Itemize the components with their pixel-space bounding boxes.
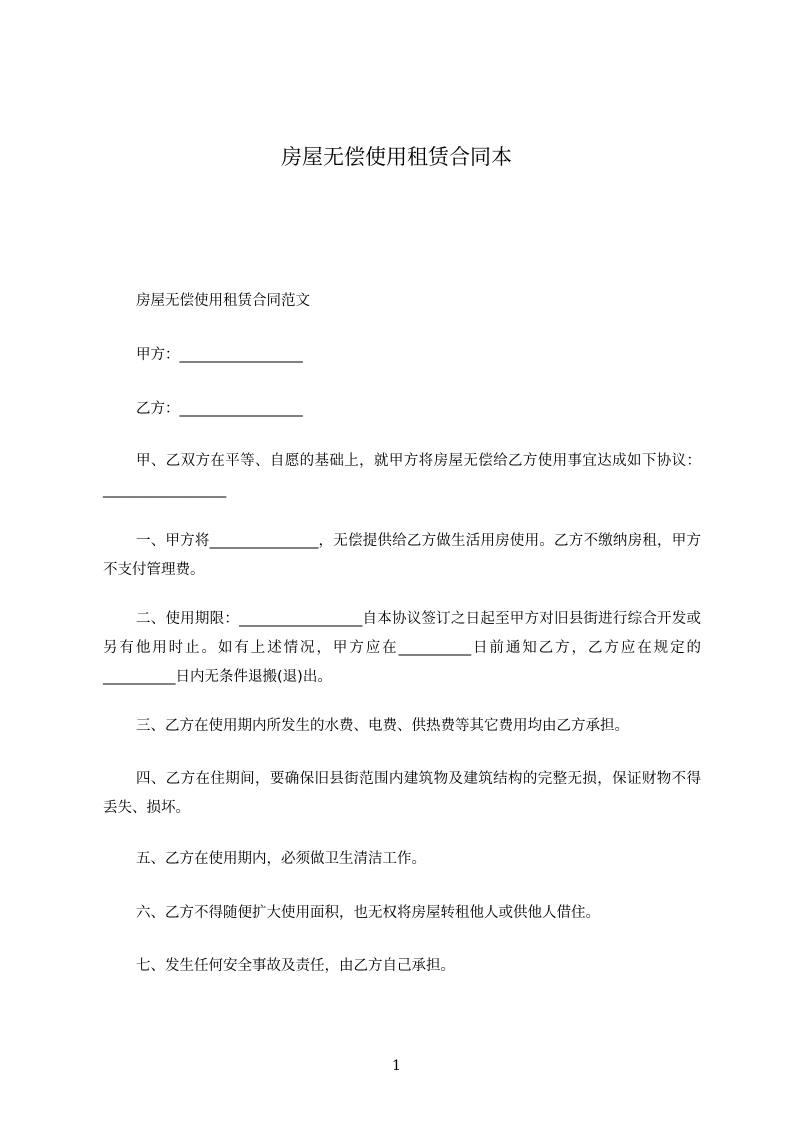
party-a-field: 甲方：_________________ [136,347,303,363]
page-number: 1 [392,1058,401,1074]
clause-4: 四、乙方在住期间，要确保旧县街范围内建筑物及建筑结构的完整无损，保证财物不得丢失、损坏。 [103,771,701,816]
clause-2: 二、使用期限：_________________自本协议签订之日起至甲方对旧县街进行综合开发或另有他用时止。如有上述情况，甲方应在__________日前通知乙方，乙方应在规定的__________日内无条件退搬(退)出。 [103,611,701,685]
clause-7: 七、发生任何安全事故及责任，由乙方自己承担。 [136,958,455,974]
clause-5: 五、乙方在使用期内，必须做卫生清洁工作。 [136,851,426,867]
clause-1: 一、甲方将_______________，无偿提供给乙方做生活用房使用。乙方不缴纳房租，甲方不支付管理费。 [103,533,701,578]
clause-3: 三、乙方在使用期内所发生的水费、电费、供热费等其它费用均由乙方承担。 [136,718,629,734]
document-title: 房屋无偿使用租赁合同本 [281,145,512,169]
party-b-field: 乙方：_________________ [136,401,303,417]
clause-6: 六、乙方不得随便扩大使用面积，也无权将房屋转租他人或供他人借住。 [136,905,600,921]
preamble-paragraph: 甲、乙双方在平等、自愿的基础上，就甲方将房屋无偿给乙方使用事宜达成如下协议：_________________ [103,453,701,498]
document-subtitle: 房屋无偿使用租赁合同范文 [136,293,310,309]
